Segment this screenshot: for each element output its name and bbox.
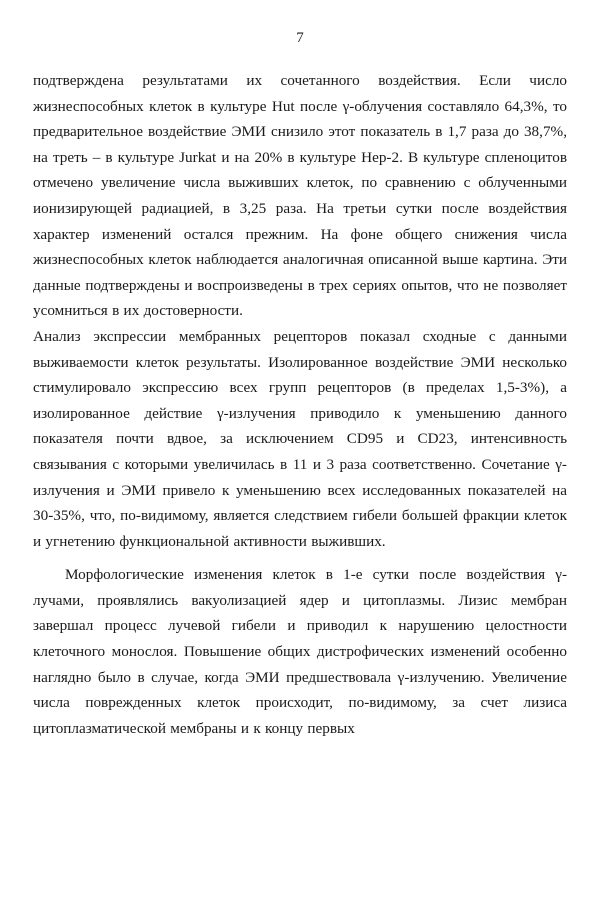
paragraph-receptor-expression: Анализ экспрессии мембранных рецепторов показал сходные с данными выживаемости клеток результаты. Изолированное воздействие ЭМИ несколько стимулировало экспрессию всех групп рецепторов (в пределах 1,5-3%), а изолированное действие γ-излучения приводило к уменьшению данного показателя почти вдвое, за исключением CD95 и CD23, интенсивность связывания с которыми увеличилась в 11 и 3 раза соответственно. Сочетание γ-излучения и ЭМИ привело к уменьшению всех исследованных показателей на 30-35%, что, по-видимому, является следствием гибели большей фракции клеток и угнетению функциональной активности выживших. <box>33 327 567 550</box>
page-number: 7 <box>296 30 304 46</box>
paragraph-morphology: Морфологические изменения клеток в 1-е сутки после воздействия γ-лучами, проявлялись вакуолизацией ядер и цитоплазмы. Лизис мембран завершал процесс лучевой гибели и приводил к нарушению целостности клеточного монослоя. Повышение общих дистрофических изменений особенно наглядно было в случае, когда ЭМИ предшествовала γ-излучению. Увеличение числа поврежденных клеток происходит, по-видимому, за счет лизиса цитоплазматической мембраны и к концу первых <box>33 566 567 737</box>
paragraph-cell-viability: подтверждена результатами их сочетанного воздействия. Если число жизнеспособных клеток в культуре Hut после γ-облучения составляло 64,3%, то предварительное воздействие ЭМИ снизило этот показатель в 1,7 раза до 38,7%, на треть – в культуре Jurkat и на 20% в культуре Hep-2. В культуре спленоцитов отмечено увеличение числа выживших клеток, по сравнению с облученными ионизирующей радиацией, в 3,25 раза. На третьи сутки после воздействия характер изменений остался прежним. На фоне общего снижения числа жизнеспособных клеток наблюдается аналогичная описанной выше картина. Эти данные подтверждены и воспроизведены в трех сериях опытов, что не позволяет усомниться в их достоверности. <box>33 72 567 320</box>
